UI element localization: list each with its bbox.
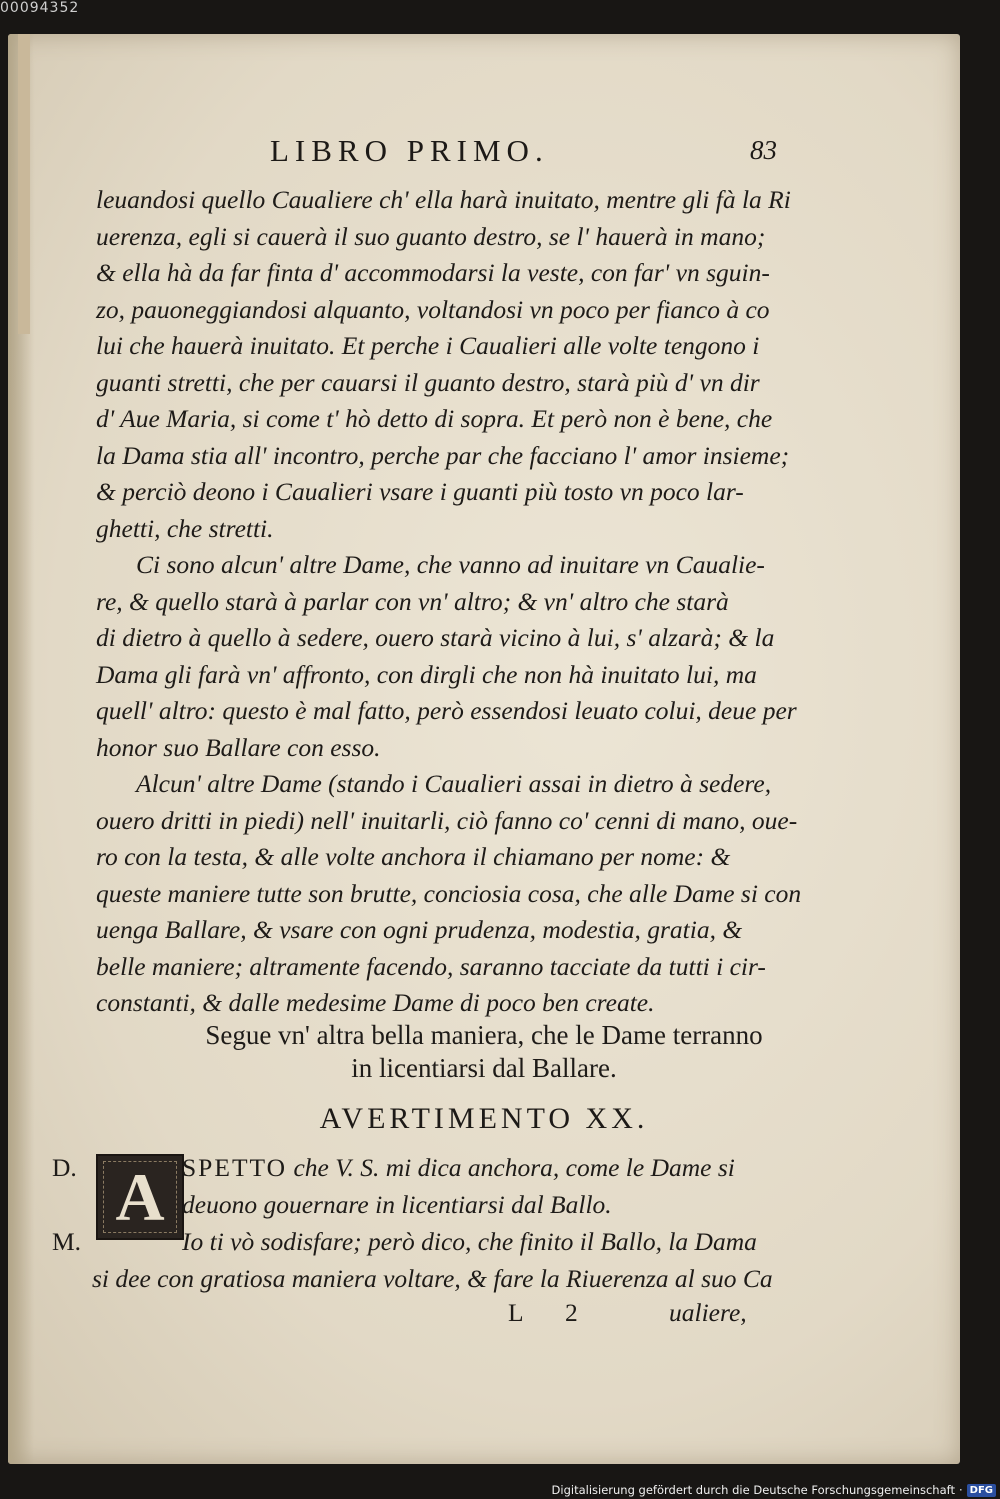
initial-letter: A [115,1158,165,1235]
dialogue-line [52,1186,792,1223]
text-line: re, & quello starà à parlar con vn' altro; & vn' altro che starà [96,586,729,616]
text-line: ghetti, che stretti. [96,513,274,543]
text-line: zo, pauoneggiandosi alquanto, voltandosi vn poco per fianco à co [96,294,770,324]
dialogue-line [52,1149,792,1186]
text-line: queste maniere tutte son brutte, conciosia cosa, che alle Dame si con [96,878,802,908]
speaker-label-d: D. [52,1153,77,1182]
text-line: leuandosi quello Caualiere ch' ella harà inuitato, mentre gli fà la Ri [96,185,791,214]
binding-edge [18,34,30,334]
text-line: di dietro à quello à sedere, ouero starà vicino à lui, s' alzarà; & la [96,623,775,652]
dfg-logo-icon: DFG [967,1484,996,1497]
dialogue-text: si dee con gratiosa maniera voltare, & fare la Riuerenza al suo Ca [92,1264,773,1293]
text-line: uenga Ballare, & vsare con ogni prudenza, modestia, gratia, & [96,915,743,944]
paragraph-start-line: Alcun' altre Dame (stando i Caualieri assai in dietro à sedere, [136,769,772,798]
text-line: lui che hauerà inuitato. Et perche i Caualieri alle volte tengono i [96,331,760,360]
credit-text: Digitalisierung gefördert durch die Deutsche Forschungsgemeinschaft [551,1483,955,1497]
text-line: ro con la testa, & alle volte anchora il chiamano per nome: & [96,842,731,871]
text-line: ouero dritti in piedi) nell' inuitarli, ciò fanno co' cenni di mano, oue- [96,805,798,835]
text-line: belle maniere; altramente facendo, saranno tacciate da tutti i cir- [96,951,766,981]
text-line: d' Aue Maria, si come t' hò detto di sopra. Et però non è bene, che [96,404,773,433]
dialogue-text: che V. S. mi dica anchora, come le Dame si [293,1153,735,1182]
catchword: ualiere, [669,1298,747,1327]
text-line: & ella hà da far finta d' accommodarsi la veste, con far' vn sguin- [96,258,770,287]
section-heading: AVERTIMENTO XX. [319,1102,649,1135]
running-title: LIBRO PRIMO. [270,133,549,168]
text-line: guanti stretti, che per cauarsi il guanto destro, starà più d' vn dir [96,367,760,397]
dialogue-line [52,1260,792,1297]
scan-identifier: 00094352 [0,0,80,16]
dialogue-text: Io ti vò sodisfare; però dico, che finito il Ballo, la Dama [182,1227,757,1256]
page-number: 83 [750,135,777,165]
text-line: la Dama stia all' incontro, perche par che facciano l' amor insieme; [96,440,790,470]
text-line: & perciò deono i Caualieri vsare i guanti più tosto vn poco lar- [96,477,744,506]
text-line: honor suo Ballare con esso. [96,732,381,762]
dialogue-line [52,1223,792,1260]
dialogue-block [52,1149,792,1297]
text-line: constanti, & dalle medesime Dame di poco ben create. [96,988,655,1017]
speaker-label-m: M. [52,1227,82,1256]
dialogue-text: deuono gouernare in licentiarsi dal Ballo. [182,1190,612,1219]
text-line: uerenza, egli si cauerà il suo guanto destro, se l' hauerà in mano; [96,221,766,251]
book-page [8,34,960,1464]
section-subtitle-continued: in licentiarsi dal Ballare. [351,1053,617,1083]
opening-small-caps: SPETTO [182,1153,288,1182]
signature-mark: L 2 [508,1298,596,1327]
section-subtitle: Segue vn' altra bella maniera, che le Dame terranno [205,1020,763,1050]
separator: · [959,1483,963,1497]
text-line: quell' altro: questo è mal fatto, però essendosi leuato colui, deue per [96,696,797,725]
digitization-credit [552,1483,996,1497]
text-line: Dama gli farà vn' affronto, con dirgli che non hà inuitato lui, ma [96,659,757,689]
paragraph-start-line: Ci sono alcun' altre Dame, che vanno ad inuitare vn Caualie- [136,550,765,579]
body-text [96,182,802,1022]
